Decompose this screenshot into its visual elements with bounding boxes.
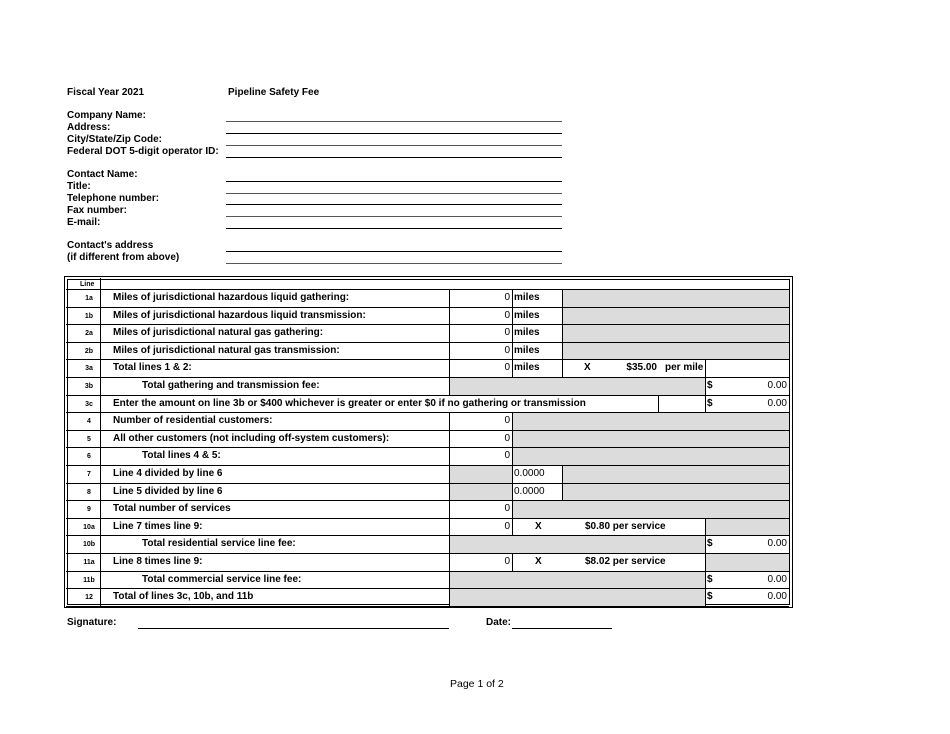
line-value[interactable]: 0: [504, 415, 510, 427]
col-divider: [512, 553, 513, 571]
fiscal-year: Fiscal Year 2021: [67, 87, 145, 98]
col-divider: [512, 324, 513, 342]
shaded-cell: [562, 484, 789, 501]
col-divider: [562, 465, 563, 483]
fax-field[interactable]: [226, 216, 562, 217]
line-number: 12: [85, 594, 93, 602]
address-label: Address:: [67, 122, 111, 133]
line-number: 3b: [84, 383, 94, 390]
page-number: Page 1 of 2: [450, 678, 504, 690]
shaded-cell: [562, 343, 789, 360]
contact-address-field[interactable]: [226, 251, 562, 252]
email-field[interactable]: [226, 228, 562, 229]
dollar-sign: $: [707, 538, 713, 550]
shaded-cell: [449, 484, 512, 501]
rate-value: $0.80 per service: [585, 520, 666, 532]
line-label: Total commercial service line fee:: [142, 573, 302, 585]
row-divider: [66, 395, 789, 396]
shaded-cell: [562, 290, 789, 307]
title-field[interactable]: [226, 193, 562, 194]
fee-amount: 0.00: [767, 591, 787, 603]
col-divider: [512, 518, 513, 536]
col-divider: [100, 278, 101, 289]
line-label: Line 7 times line 9:: [113, 520, 203, 532]
date-label: Date:: [486, 617, 512, 628]
multiply-sign: X: [535, 520, 542, 532]
row-divider: [66, 359, 789, 360]
date-field[interactable]: [512, 628, 612, 629]
rate-unit: per mile: [665, 362, 704, 374]
col-divider: [449, 588, 450, 606]
email-label: E-mail:: [67, 217, 101, 228]
line-label: Line 8 times line 9:: [113, 556, 203, 567]
company-name-label: Company Name:: [67, 110, 146, 121]
shaded-cell: [512, 501, 789, 518]
fax-label: Fax number:: [67, 205, 128, 216]
line-label: Miles of jurisdictional hazardous liquid gathering:: [113, 292, 350, 303]
col-divider: [562, 483, 563, 501]
dot-id-field[interactable]: [226, 157, 562, 158]
telephone-label: Telephone number:: [67, 193, 160, 204]
line-number: 3a: [85, 365, 93, 373]
line-number: 2b: [84, 347, 94, 355]
col-divider: [449, 377, 450, 395]
contact-name-field[interactable]: [226, 181, 562, 182]
unit-label: miles: [514, 292, 540, 303]
address-field[interactable]: [226, 133, 562, 134]
line-number: 3c: [85, 400, 93, 408]
line-value[interactable]: 0: [504, 362, 510, 374]
line-label: All other customers (not including off-system customers):: [113, 432, 390, 444]
shaded-cell: [449, 466, 512, 483]
shaded-cell: [449, 572, 705, 589]
unit-label: miles: [514, 344, 540, 356]
dot-id-label: Federal DOT 5-digit operator ID:: [67, 146, 219, 157]
line-label: Total lines 4 & 5:: [142, 450, 221, 462]
line-label: Miles of jurisdictional natural gas transmission:: [113, 344, 340, 356]
line-value[interactable]: 0: [504, 503, 510, 515]
multiply-sign: X: [584, 362, 591, 374]
shaded-cell: [449, 378, 705, 395]
line-label: Total number of services: [113, 503, 231, 515]
signature-label: Signature:: [67, 617, 117, 628]
line-label: Line 4 divided by line 6: [113, 468, 223, 479]
line-value[interactable]: 0: [504, 450, 510, 462]
col-divider: [512, 465, 513, 483]
title-label: Title:: [67, 181, 91, 192]
line-label: Miles of jurisdictional natural gas gathering:: [113, 327, 324, 339]
telephone-field[interactable]: [226, 204, 562, 205]
fee-amount: 0.00: [767, 573, 787, 585]
form-title: Pipeline Safety Fee: [228, 87, 320, 98]
shaded-cell: [449, 536, 705, 553]
shaded-cell: [705, 519, 789, 536]
dollar-sign: $: [707, 380, 713, 391]
contact-address-label: Contact's address: [67, 240, 154, 251]
city-state-zip-field[interactable]: [226, 145, 562, 146]
line-number: 1a: [85, 295, 93, 302]
shaded-cell: [512, 448, 789, 465]
line-number: 10b: [82, 541, 96, 549]
fee-amount: 0.00: [767, 397, 787, 409]
row-divider: [66, 606, 789, 607]
line-label: Total of lines 3c, 10b, and 11b: [113, 591, 254, 603]
line-number: 11b: [83, 576, 95, 584]
shaded-cell: [512, 413, 789, 430]
col-divider: [449, 535, 450, 553]
col-divider: [512, 412, 513, 430]
line-column-header: Line: [80, 281, 95, 288]
col-divider: [562, 307, 563, 325]
company-name-field[interactable]: [226, 121, 562, 122]
line-label: Total lines 1 & 2:: [113, 362, 192, 374]
fee-amount: 0.00: [767, 538, 787, 550]
rate-value: $35.00: [626, 362, 657, 374]
line-number: 6: [87, 453, 91, 461]
line-number: 5: [87, 435, 91, 443]
col-divider: [562, 359, 563, 377]
unit-label: miles: [514, 309, 540, 321]
col-divider: [705, 359, 706, 377]
contact-address-note: (if different from above): [67, 252, 180, 263]
col-divider: [512, 289, 513, 307]
line-number: 10a: [83, 523, 95, 531]
contact-address-field-2[interactable]: [226, 263, 562, 264]
shaded-cell: [562, 308, 789, 325]
line-label: Miles of jurisdictional hazardous liquid transmission:: [113, 309, 366, 321]
ratio-value: 0.0000: [514, 468, 545, 479]
col-divider: [658, 395, 659, 413]
signature-field[interactable]: [138, 628, 449, 629]
fee-amount: 0.00: [767, 380, 787, 391]
col-divider: [512, 307, 513, 325]
line-label: Line 5 divided by line 6: [113, 485, 223, 497]
dollar-sign: $: [707, 591, 713, 603]
line-value[interactable]: 0: [504, 327, 510, 339]
shaded-cell: [705, 554, 789, 571]
line-value[interactable]: 0: [504, 556, 510, 567]
row-divider: [66, 518, 789, 519]
col-divider: [512, 500, 513, 518]
col-divider: [449, 465, 450, 483]
col-divider: [512, 483, 513, 501]
col-divider: [562, 289, 563, 307]
col-divider: [449, 571, 450, 589]
col-divider: [512, 447, 513, 465]
unit-label: miles: [514, 327, 540, 339]
shaded-cell: [562, 466, 789, 483]
line-value[interactable]: 0: [504, 344, 510, 356]
line-number: 1b: [84, 312, 94, 320]
city-state-zip-label: City/State/Zip Code:: [67, 134, 163, 145]
col-divider: [512, 430, 513, 448]
shaded-cell: [512, 431, 789, 448]
col-divider: [449, 483, 450, 501]
rate-value: $8.02 per service: [585, 556, 666, 567]
ratio-value: 0.0000: [514, 485, 545, 497]
unit-label: miles: [514, 362, 540, 374]
col-divider: [562, 324, 563, 342]
line-label: Number of residential customers:: [113, 415, 273, 427]
dollar-sign: $: [707, 573, 713, 585]
col-divider: [512, 359, 513, 377]
contact-name-label: Contact Name:: [67, 169, 138, 180]
col-divider: [705, 553, 706, 571]
line-number: 8: [87, 488, 91, 496]
line-label: Total residential service line fee:: [142, 538, 296, 550]
shaded-cell: [449, 589, 705, 606]
line-value[interactable]: 0: [504, 432, 510, 444]
shaded-cell: [562, 325, 789, 342]
line-value[interactable]: 0: [504, 309, 510, 321]
line-label: Enter the amount on line 3b or $400 whichever is greater or enter $0 if no gathering or transmission: [113, 397, 586, 409]
line-number: 2a: [85, 330, 93, 338]
multiply-sign: X: [535, 556, 542, 567]
line-number: 9: [87, 506, 91, 514]
dollar-sign: $: [707, 397, 713, 409]
line-number: 11a: [83, 559, 95, 566]
line-number: 4: [87, 418, 91, 426]
col-divider: [512, 342, 513, 360]
line-label: Total gathering and transmission fee:: [142, 380, 320, 391]
row-divider: [66, 553, 789, 554]
line-value[interactable]: 0: [504, 520, 510, 532]
line-value[interactable]: 0: [504, 292, 510, 303]
col-divider: [705, 518, 706, 536]
line-number: 7: [87, 471, 91, 478]
col-divider: [562, 342, 563, 360]
